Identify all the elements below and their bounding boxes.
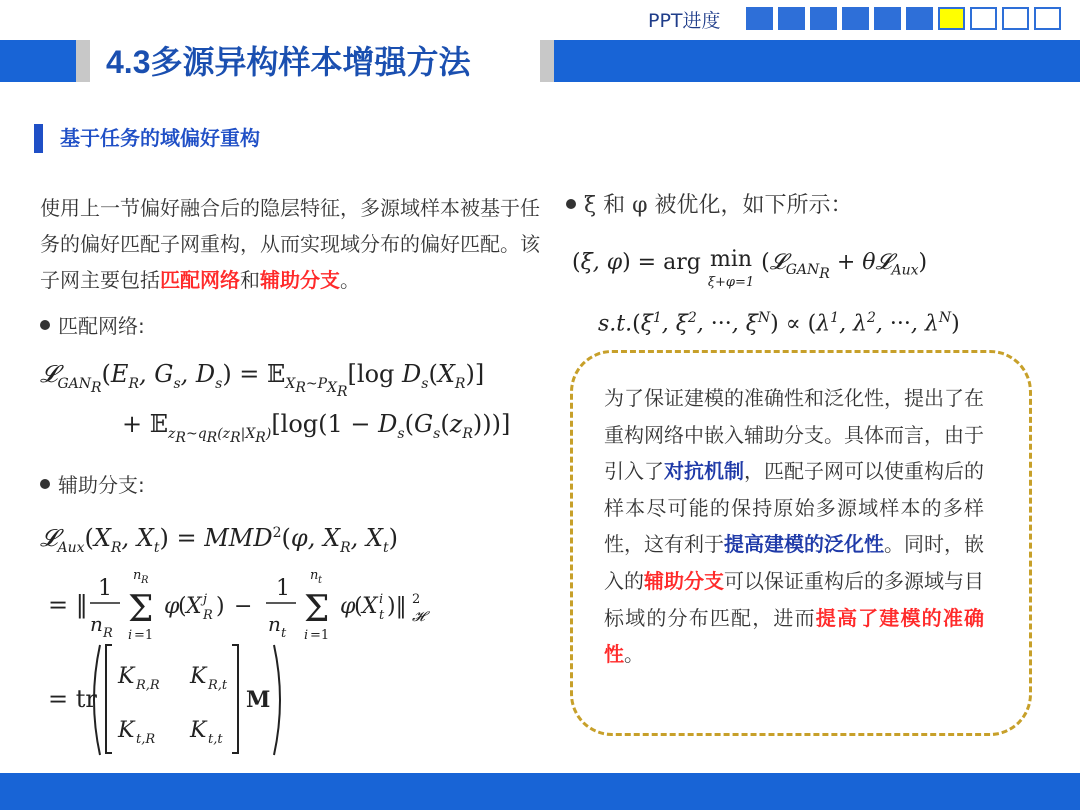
equation-gan-line2: + 𝔼$_{z_R\sim q_R(z_R|X_R)}$[log(1 − $D_s(G_s(z_R))$)]: [122, 410, 511, 446]
svg-text:(: (: [178, 594, 187, 619]
svg-text:R,t: R,t: [208, 678, 228, 693]
svg-text:1: 1: [276, 576, 290, 601]
svg-text:𝓗: 𝓗: [412, 609, 425, 625]
highlight-aux-branch: 辅助分支: [260, 268, 340, 292]
bullet-dot-icon: [40, 320, 50, 330]
svg-text:n: n: [133, 568, 142, 583]
svg-text:K: K: [190, 718, 207, 743]
bullet-matching-network-label: 匹配网络:: [58, 314, 145, 338]
svg-text:t: t: [379, 608, 385, 623]
intro-text-1: 使用上一节偏好融合后的隐层特征，多源域样本被基于任务的偏好匹配子网重构，从而实现域分布的偏好匹配。该子网主要包括: [40, 196, 540, 292]
note-text-5: 。: [624, 642, 644, 667]
svg-text:2: 2: [412, 592, 421, 607]
section-heading: 基于任务的域偏好重构: [60, 126, 260, 150]
svg-text:−: −: [234, 594, 253, 619]
progress-box-1: [746, 7, 773, 30]
progress-box-8: [970, 7, 997, 30]
footer-bar: [0, 773, 1080, 810]
svg-text:t: t: [318, 575, 323, 586]
highlight-matching-network: 匹配网络: [160, 268, 240, 292]
svg-text:R: R: [203, 608, 213, 623]
equation-aux-line1: $𝓛_{Aux}(X_R$, $X_t) = MMD^2(\varphi$, $X_R$, $X_t$): [40, 524, 398, 556]
section-marker: [34, 124, 43, 153]
svg-text:K: K: [190, 664, 207, 689]
svg-text:i: i: [379, 592, 384, 607]
svg-text:): ): [216, 594, 225, 619]
svg-text:1: 1: [98, 576, 112, 601]
equation-optimization: (ξ, φ) = arg min ξ+φ=1 (𝓛$_{GAN_R}$ + θ𝓛$_{Aux}$): [572, 247, 928, 290]
bullet-aux-branch: [40, 471, 145, 499]
svg-text:K: K: [118, 718, 135, 743]
progress-label: PPT进度: [648, 10, 721, 32]
note-paragraph: [604, 380, 984, 673]
svg-text:M: M: [246, 687, 271, 713]
page-title: 4.3多源异构样本增强方法: [106, 44, 471, 80]
svg-text:φ: φ: [164, 594, 180, 619]
equation-aux-lines-2-3: [40, 565, 480, 765]
progress-box-3: [810, 7, 837, 30]
intro-text-2: 和: [240, 268, 260, 292]
svg-text:= tr: = tr: [48, 685, 97, 713]
progress-box-4: [842, 7, 869, 30]
svg-text:R: R: [141, 575, 149, 586]
svg-text:K: K: [118, 664, 135, 689]
svg-text:X: X: [186, 594, 202, 619]
bullet-matching-network: [40, 312, 145, 340]
svg-text:i: i: [304, 628, 309, 643]
intro-paragraph: [40, 190, 552, 298]
svg-text:n: n: [268, 612, 281, 636]
svg-text:Σ: Σ: [304, 589, 330, 630]
svg-text:R: R: [103, 626, 113, 641]
highlight-adversarial: 对抗机制: [664, 459, 744, 484]
svg-text:)‖: )‖: [387, 594, 407, 619]
bullet-optimization-label: ξ 和 φ 被优化，如下所示：: [584, 193, 853, 218]
svg-text:t: t: [281, 626, 287, 641]
svg-text:n: n: [310, 568, 319, 583]
equation-gan-line1: $𝓛_{GAN_R}(E_R$, $G_s$, $D_s$) = 𝔼$_{X_R\sim P_{X_R}}$[log $D_s(X_R)$]: [40, 360, 485, 400]
svg-text:R,R: R,R: [136, 678, 160, 693]
svg-text:=1: =1: [134, 628, 154, 643]
progress-box-7: [938, 7, 965, 30]
svg-text:= ‖: = ‖: [48, 591, 88, 619]
progress-box-9: [1002, 7, 1029, 30]
svg-text:Σ: Σ: [128, 589, 154, 630]
progress-box-6: [906, 7, 933, 30]
svg-text:i: i: [128, 628, 133, 643]
svg-text:X: X: [362, 594, 378, 619]
svg-text:φ: φ: [340, 594, 356, 619]
svg-text:j: j: [203, 592, 208, 607]
progress-box-2: [778, 7, 805, 30]
bullet-optimization: [566, 188, 853, 219]
note-text-2: ，匹配子网可以使重构后的样本尽可能的保持原始多源域样本的多样性，这有利于: [604, 459, 984, 557]
svg-text:(: (: [354, 594, 363, 619]
bullet-dot-icon: [566, 199, 576, 209]
progress-box-5: [874, 7, 901, 30]
highlight-aux-branch-note: 辅助分支: [644, 568, 724, 593]
note-text-3: 。同时，嵌入的: [604, 532, 984, 593]
intro-text-3: 。: [340, 268, 360, 292]
svg-text:t,t: t,t: [208, 732, 223, 747]
note-text-4: 可以保证重构后的多源域与目标域的分布匹配，进而: [604, 568, 984, 630]
svg-text:t,R: t,R: [136, 732, 156, 747]
svg-text:=1: =1: [310, 628, 330, 643]
bullet-dot-icon: [40, 479, 50, 489]
note-text-1: 为了保证建模的准确性和泛化性，提出了在重构网络中嵌入辅助分支。具体而言，由于引入了: [604, 386, 984, 484]
equation-constraint: $s.t.(\xi^1$, $\xi^2$, ···, $\xi^N) \propto (\lambda^1$, $\lambda^2$, ···, $\lambda^N$): [598, 310, 960, 337]
svg-text:n: n: [90, 612, 103, 636]
progress-indicator: [746, 7, 1061, 30]
bullet-aux-branch-label: 辅助分支:: [58, 473, 145, 497]
progress-box-10: [1034, 7, 1061, 30]
highlight-generalization: 提高建模的泛化性: [724, 532, 884, 557]
highlight-accuracy: 提高了建模的准确性: [604, 605, 985, 667]
